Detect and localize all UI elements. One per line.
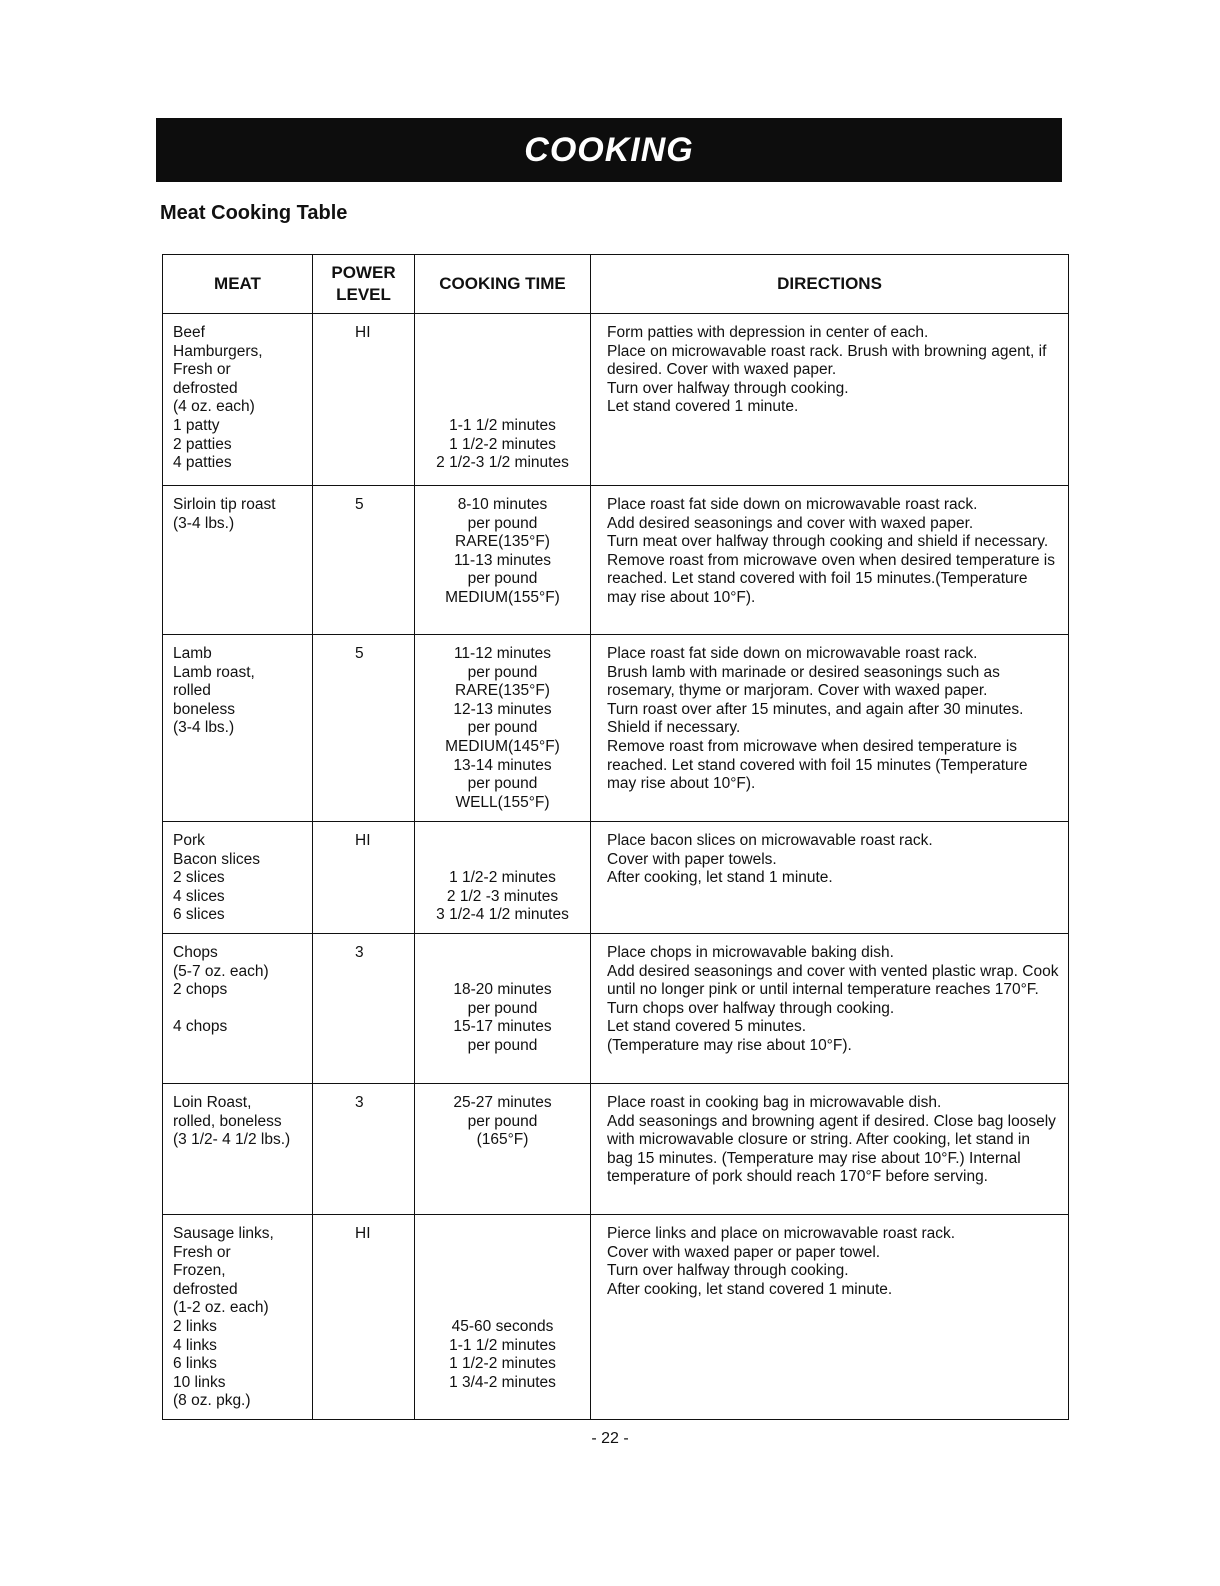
power-level-cell: HI: [313, 822, 415, 934]
direction-line: Remove roast from microwave when desired temperature is reached. Let stand covered with foil 15 minutes (Temperature may rise about 10°F).: [607, 737, 1028, 793]
cooking-time-line: [417, 324, 588, 343]
direction-line: Pierce links and place on microwavable roast rack.: [607, 1225, 956, 1242]
meat-line: defrosted: [173, 379, 238, 397]
direction-line: After cooking, let stand 1 minute.: [607, 869, 833, 887]
meat-line: (3-4 lbs.): [173, 514, 235, 532]
cooking-time-line: RARE(135°F): [455, 533, 550, 551]
column-header-meat: MEAT: [163, 255, 313, 314]
cooking-time-line: [417, 832, 588, 851]
meat-cell: [163, 635, 313, 822]
cooking-time-line: 11-12 minutes: [453, 645, 552, 662]
cooking-time-line: [417, 361, 588, 380]
cooking-time-cell: [415, 1215, 591, 1420]
meat-line: 6 links: [173, 1355, 217, 1373]
cooking-time-cell: [415, 635, 591, 822]
cooking-time-cell: [415, 486, 591, 635]
table-row: [163, 822, 1069, 934]
meat-line: (8 oz. pkg.): [173, 1392, 251, 1410]
cooking-time-line: [417, 343, 588, 362]
cooking-time-line: 13-14 minutes: [453, 756, 552, 774]
cooking-time-cell: [415, 314, 591, 486]
cooking-time-line: [417, 1299, 588, 1318]
cooking-time-line: [417, 944, 588, 963]
cooking-time-line: 1 1/2-2 minutes: [449, 869, 556, 887]
cooking-time-line: RARE(135°F): [455, 682, 550, 700]
meat-line: rolled: [173, 682, 211, 700]
cooking-time-line: per pound: [467, 999, 538, 1017]
direction-line: Place on microwavable roast rack. Brush with browning agent, if desired. Cover with waxed paper.: [607, 342, 1047, 379]
meat-line: 6 slices: [173, 906, 225, 924]
direction-line: Add desired seasonings and cover with waxed paper.: [607, 514, 974, 532]
meat-line: [173, 1000, 306, 1019]
table-row: [163, 314, 1069, 486]
meat-line: 2 slices: [173, 869, 225, 887]
cooking-time-line: 15-17 minutes: [453, 1018, 552, 1036]
cooking-time-line: 1 1/2-2 minutes: [449, 435, 556, 453]
cooking-time-line: 1 3/4-2 minutes: [449, 1373, 556, 1391]
cooking-time-line: 8-10 minutes: [457, 496, 548, 513]
cooking-time-line: [417, 1225, 588, 1244]
table-row: [163, 1215, 1069, 1420]
direction-line: Place bacon slices on microwavable roast rack.: [607, 832, 933, 849]
direction-line: (Temperature may rise about 10°F).: [607, 1036, 852, 1054]
power-level-cell: HI: [313, 1215, 415, 1420]
power-level-cell: 3: [313, 1084, 415, 1215]
meat-line: (3 1/2- 4 1/2 lbs.): [173, 1131, 291, 1149]
column-header-cooking-time: COOKING TIME: [415, 255, 591, 314]
meat-line: Fresh or: [173, 361, 231, 379]
directions-cell: [591, 822, 1069, 934]
meat-cooking-table: [162, 254, 1069, 1420]
meat-line: Chops: [173, 944, 218, 961]
direction-line: Form patties with depression in center of each.: [607, 324, 929, 341]
cooking-time-line: 18-20 minutes: [453, 981, 552, 999]
cooking-time-line: per pound: [467, 1112, 538, 1130]
meat-line: 4 slices: [173, 887, 225, 905]
direction-line: Place chops in microwavable baking dish.: [607, 944, 894, 961]
column-header-power-level: POWER LEVEL: [313, 255, 415, 314]
meat-line: rolled, boneless: [173, 1112, 282, 1130]
table-body: [163, 314, 1069, 1420]
cooking-time-line: 2 1/2-3 1/2 minutes: [436, 454, 569, 472]
column-header-directions: DIRECTIONS: [591, 255, 1069, 314]
cooking-time-line: per pound: [467, 775, 538, 793]
meat-line: 2 chops: [173, 981, 228, 999]
meat-line: Lamb roast,: [173, 663, 255, 681]
cooking-time-line: 25-27 minutes: [453, 1094, 552, 1111]
meat-cell: [163, 1084, 313, 1215]
directions-cell: [591, 934, 1069, 1084]
direction-line: Cover with paper towels.: [607, 850, 777, 868]
power-level-cell: 5: [313, 635, 415, 822]
direction-line: Cover with waxed paper or paper towel.: [607, 1243, 881, 1261]
cooking-time-line: per pound: [467, 719, 538, 737]
cooking-time-line: 1 1/2-2 minutes: [449, 1355, 556, 1373]
meat-line: 10 links: [173, 1373, 226, 1391]
table-row: [163, 934, 1069, 1084]
direction-line: Turn meat over halfway through cooking and shield if necessary.: [607, 533, 1049, 551]
meat-line: 1 patty: [173, 416, 220, 434]
meat-line: 4 links: [173, 1336, 217, 1354]
cooking-time-line: per pound: [467, 1036, 538, 1054]
directions-cell: [591, 1084, 1069, 1215]
cooking-time-line: MEDIUM(155°F): [445, 588, 560, 606]
meat-line: Beef: [173, 324, 205, 341]
meat-line: Hamburgers,: [173, 342, 263, 360]
cooking-time-line: 3 1/2-4 1/2 minutes: [436, 906, 569, 924]
direction-line: Turn over halfway through cooking.: [607, 1262, 849, 1280]
cooking-time-line: [417, 380, 588, 399]
cooking-time-line: 1-1 1/2 minutes: [449, 416, 556, 434]
cooking-time-line: 1-1 1/2 minutes: [449, 1336, 556, 1354]
meat-line: Sausage links,: [173, 1225, 274, 1242]
direction-line: After cooking, let stand covered 1 minute.: [607, 1280, 893, 1298]
cooking-time-line: 12-13 minutes: [453, 700, 552, 718]
direction-line: Place roast fat side down on microwavable roast rack.: [607, 645, 978, 662]
meat-line: 4 chops: [173, 1018, 228, 1036]
cooking-time-line: per pound: [467, 663, 538, 681]
meat-line: 2 links: [173, 1317, 217, 1335]
meat-line: 2 patties: [173, 435, 232, 453]
cooking-time-line: [417, 398, 588, 417]
cooking-time-line: WELL(155°F): [455, 793, 550, 811]
page-number: - 22 -: [591, 1430, 629, 1447]
directions-cell: [591, 486, 1069, 635]
directions-cell: [591, 314, 1069, 486]
meat-line: Frozen,: [173, 1262, 226, 1280]
section-banner: [156, 118, 1062, 182]
meat-line: 4 patties: [173, 454, 232, 472]
table-row: [163, 486, 1069, 635]
meat-cell: [163, 486, 313, 635]
cooking-time-line: per pound: [467, 514, 538, 532]
meat-cell: [163, 314, 313, 486]
meat-cell: [163, 1215, 313, 1420]
cooking-time-line: 45-60 seconds: [451, 1317, 554, 1335]
cooking-time-line: [417, 1262, 588, 1281]
direction-line: Let stand covered 5 minutes.: [607, 1018, 807, 1036]
table-row: [163, 635, 1069, 822]
direction-line: Place roast in cooking bag in microwavable dish.: [607, 1094, 942, 1111]
cooking-time-line: 2 1/2 -3 minutes: [446, 887, 559, 905]
power-level-cell: HI: [313, 314, 415, 486]
cooking-time-line: [417, 1244, 588, 1263]
direction-line: Remove roast from microwave oven when desired temperature is reached. Let stand covered with foil 15 minutes.(Temperature may rise about 10°F).: [607, 551, 1055, 606]
meat-line: (5-7 oz. each): [173, 962, 269, 980]
meat-line: Loin Roast,: [173, 1094, 252, 1111]
direction-line: Add desired seasonings and cover with vented plastic wrap. Cook until no longer pink or until internal temperature reaches 170°F. Turn chops over halfway through cooking.: [607, 962, 1059, 1017]
direction-line: Let stand covered 1 minute.: [607, 398, 799, 416]
meat-line: (3-4 lbs.): [173, 719, 235, 737]
direction-line: Brush lamb with marinade or desired seasonings such as rosemary, thyme or marjoram. Cover with waxed paper.: [607, 663, 1000, 700]
cooking-time-line: [417, 963, 588, 982]
meat-line: (1-2 oz. each): [173, 1299, 269, 1317]
meat-line: defrosted: [173, 1280, 238, 1298]
cooking-time-cell: [415, 1084, 591, 1215]
meat-cell: [163, 822, 313, 934]
power-level-cell: 3: [313, 934, 415, 1084]
meat-line: Lamb: [173, 645, 212, 662]
meat-line: Sirloin tip roast: [173, 496, 276, 513]
direction-line: Turn roast over after 15 minutes, and again after 30 minutes. Shield if necessary.: [607, 700, 1024, 737]
meat-line: (4 oz. each): [173, 398, 255, 416]
direction-line: Place roast fat side down on microwavable roast rack.: [607, 496, 978, 513]
meat-line: Bacon slices: [173, 850, 261, 868]
meat-line: boneless: [173, 700, 236, 718]
meat-cell: [163, 934, 313, 1084]
directions-cell: [591, 1215, 1069, 1420]
cooking-time-line: MEDIUM(145°F): [445, 737, 560, 755]
page-title: Meat Cooking Table: [160, 202, 348, 224]
cooking-time-line: [417, 851, 588, 870]
cooking-time-cell: [415, 822, 591, 934]
cooking-time-line: per pound: [467, 570, 538, 588]
table-row: [163, 1084, 1069, 1215]
meat-line: Fresh or: [173, 1243, 231, 1261]
directions-cell: [591, 635, 1069, 822]
cooking-time-line: (165°F): [476, 1131, 529, 1149]
table-header-row: [163, 255, 1069, 314]
cooking-time-cell: [415, 934, 591, 1084]
direction-line: Add seasonings and browning agent if desired. Close bag loosely with microwavable closure or string. After cooking, let stand in bag 15 minutes. (Temperature may rise about 10°F.) Internal temperature of pork should reach 170°F before serving.: [607, 1112, 1056, 1186]
power-level-cell: 5: [313, 486, 415, 635]
meat-line: Pork: [173, 832, 205, 849]
direction-line: Turn over halfway through cooking.: [607, 379, 849, 397]
cooking-time-line: 11-13 minutes: [453, 551, 552, 569]
banner-title: COOKING: [524, 130, 694, 169]
cooking-time-line: [417, 1281, 588, 1300]
